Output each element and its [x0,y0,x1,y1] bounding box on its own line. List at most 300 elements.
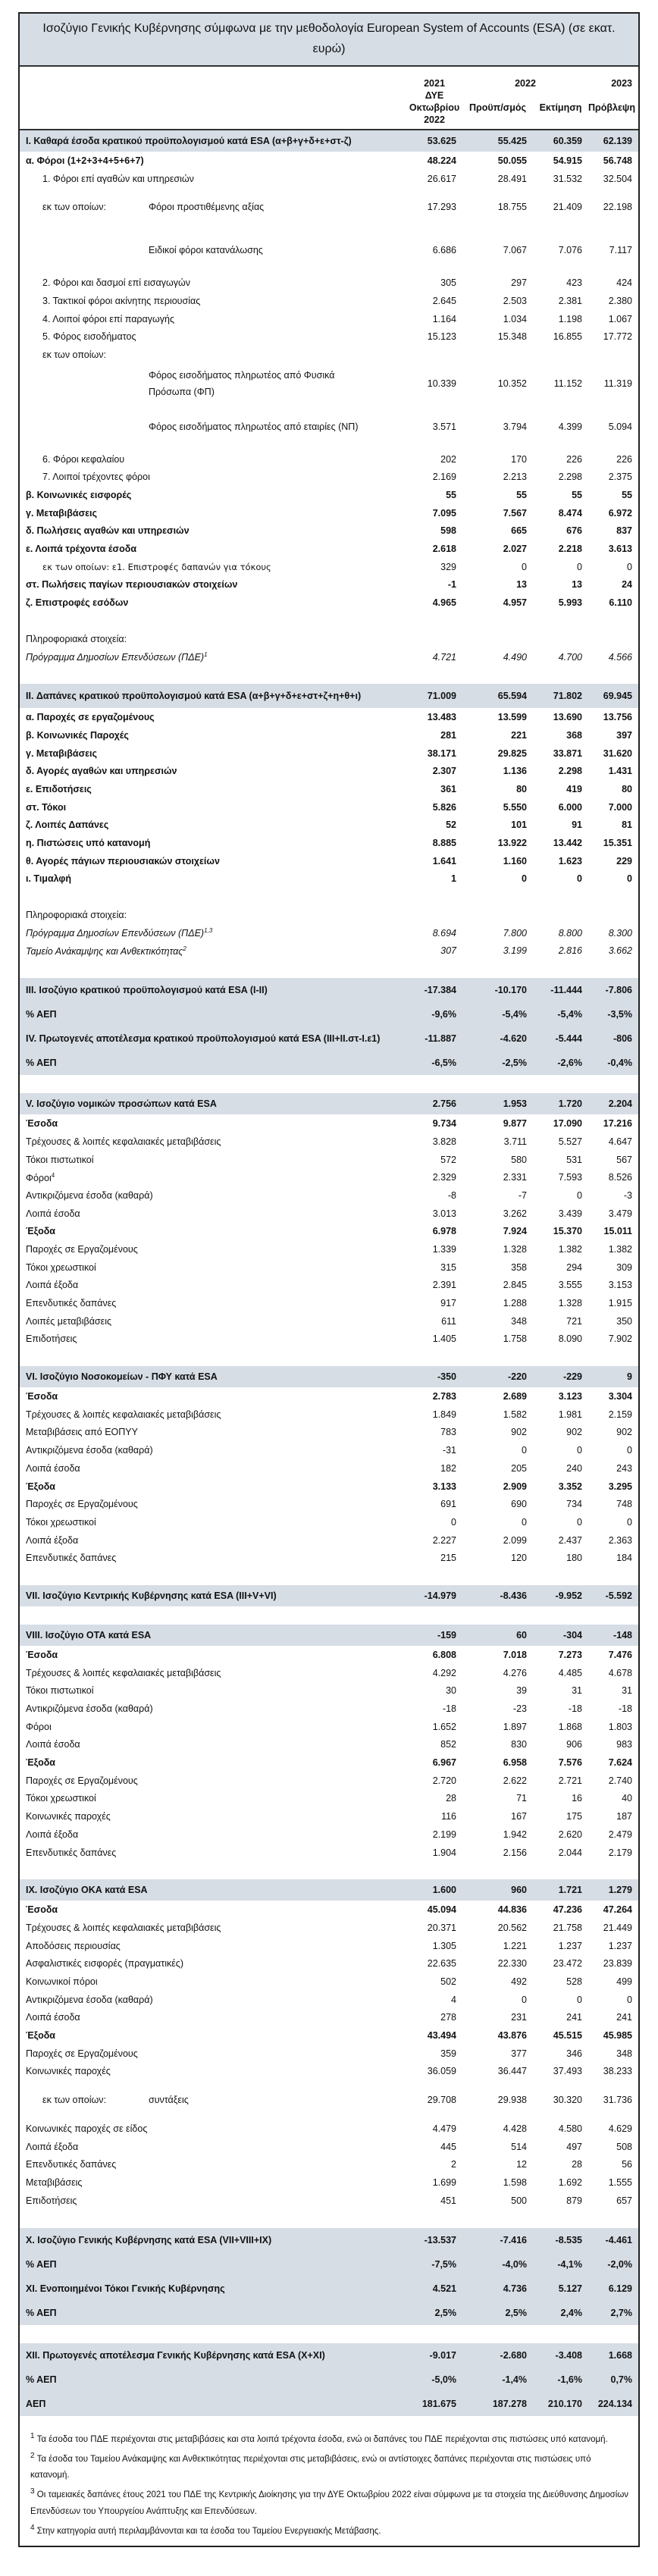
value-2021-dye: 181.675 [406,2392,462,2416]
row-label-text: Αντικριζόμενα έσοδα (καθαρά) [26,1703,153,1715]
value-2023-forecast: 350 [616,1315,632,1327]
value-2022-estimate: 423 [566,277,582,289]
row-label-text: Λοιπά έσοδα [26,2012,80,2023]
value-2021-dye: 182 [440,1462,456,1474]
table-row [20,1772,638,1790]
row-label-text: Λοιπές μεταβιβάσεις [26,1315,112,1327]
value-2022-estimate: 240 [566,1462,582,1474]
value-2022-budget: 665 [511,525,527,537]
row-label [20,2120,406,2138]
value-2022-estimate: 17.090 [553,1118,582,1130]
row-label [20,2026,406,2045]
value-2022-budget: 960 [462,1879,533,1901]
header-2022-year: 2022 [406,114,462,130]
row-label [20,1026,406,1051]
table-row [20,1330,638,1349]
value-2023-forecast: 983 [616,1739,632,1750]
value-2023-forecast: 31.620 [603,747,632,759]
row-label [20,1954,406,1973]
table-row [20,1114,638,1133]
value-2021-dye: 1.652 [432,1721,456,1732]
row-label-text: VII. Ισοζύγιο Κεντρικής Κυβέρνησης κατά ESA (III+V+VI) [26,1590,277,1602]
value-2022-estimate: 13.690 [553,712,582,723]
row-label-text: Πρόγραμμα Δημοσίων Επενδύσεων (ΠΔΕ) [26,652,205,663]
row-label [20,1718,406,1736]
table-row [20,816,638,835]
value-2022-budget: 36.447 [497,2066,527,2077]
row-label-text: VIII. Ισοζύγιο ΟΤΑ κατά ESA [26,1630,152,1641]
spacer-row [20,1861,638,1879]
row-label [20,1919,406,1937]
value-2022-estimate: 721 [566,1315,582,1327]
value-2023-forecast: 3.304 [608,1391,632,1402]
footnote-text: Οι ταμειακές δαπάνες έτους 2021 του ΠΔΕ της Κεντρικής Διοίκησης για την ΔΥΕ Οκτωβρίου 2022 είναι σύμφωνα με τα στοιχεία της Διεύθυνσης Δημοσίων Επενδύσεων του Υπουργείου Ανάπτυξης και Επενδύσεων. [30,2490,629,2517]
value-2023-forecast: 23.839 [603,1958,632,1970]
value-2022-budget: 580 [511,1154,527,1165]
header-october: Οκτωβρίου [409,102,460,113]
value-2021-dye: 48.224 [427,155,456,166]
row-label-text: Έσοδα [26,1649,58,1660]
value-2021-dye: 1.849 [432,1409,456,1420]
table-row [20,1700,638,1718]
value-2022-budget: 348 [511,1315,527,1327]
row-label [20,2080,406,2120]
row-label-text: Παροχές σε Εργαζομένους [26,1243,138,1255]
value-2022-estimate: 5.527 [558,1136,582,1147]
value-2021-dye: 3.828 [432,1136,456,1147]
footnote [30,2428,629,2448]
row-label-text: Τρέχουσες & λοιπές κεφαλαιακές μεταβιβάσεις [26,1136,221,1147]
table-row [20,540,638,558]
table-row [20,1205,638,1223]
row-label-text: ι. Τιμαλφή [26,873,72,885]
value-2022-budget: 7.018 [503,1649,527,1660]
value-2021-dye: 8.694 [432,927,456,939]
value-2022-budget: 29.825 [497,747,527,759]
table-title: Ισοζύγιο Γενικής Κυβέρνησης σύμφωνα με την μεθοδολογία European System of Accounts (ESA) (σε εκατ. ευρώ) [20,14,638,67]
value-2023-forecast: 3.153 [608,1280,632,1291]
row-label [20,834,406,852]
table-row [20,2228,638,2252]
value-2022-budget: 902 [511,1427,527,1438]
row-label [20,1222,406,1240]
value-2021-dye: 4.479 [432,2123,456,2135]
spacer-row [20,666,638,684]
row-label [20,648,406,666]
value-2023-forecast: 2,7% [588,2301,638,2325]
table-row [20,762,638,780]
value-2022-budget: 4.736 [462,2277,533,2301]
value-2023-forecast: 22.198 [603,202,632,213]
table-row [20,1682,638,1700]
value-2023-forecast: 15.351 [603,838,632,849]
table-row [20,942,638,961]
row-label [20,1753,406,1772]
spacer-row [20,2210,638,2228]
value-2022-budget: 7.924 [503,1226,527,1237]
value-2021-dye: 1 [451,873,456,885]
value-2022-estimate: -11.444 [533,978,588,1002]
row-label-text: Λοιπά έσοδα [26,1208,80,1219]
row-label-text: ε. Λοιπά τρέχοντα έσοδα [26,544,137,555]
table-row [20,170,638,188]
esa-balance-table-frame [18,12,640,2547]
row-label-text: β. Κοινωνικές Παροχές [26,729,129,741]
value-2023-forecast: -7.806 [588,978,638,1002]
row-label-text: Μεταβιβάσεις [26,2177,83,2189]
table-row [20,798,638,816]
value-2023-forecast: -3,5% [588,1002,638,1026]
value-2023-forecast: 0,7% [588,2368,638,2392]
value-2022-budget: 9.877 [503,1118,527,1130]
row-label [20,924,406,942]
value-2022-estimate: 4.485 [558,1667,582,1678]
value-2021-dye: 307 [440,945,456,957]
row-label [20,906,406,924]
value-2023-forecast: 902 [616,1427,632,1438]
row-label-text: α. Παροχές σε εργαζομένους [26,712,155,723]
value-2022-budget: 1.221 [503,1940,527,1951]
row-label [20,2045,406,2063]
value-2023-forecast: 0 [627,1994,632,2005]
value-2022-estimate: -5.444 [533,1026,588,1051]
row-label [20,1205,406,1223]
value-2023-forecast: 6.972 [608,507,632,519]
row-label [20,327,406,346]
value-2022-estimate: 28 [572,2159,582,2170]
value-2022-estimate: 1.692 [558,2177,582,2189]
value-2022-estimate: 0 [577,561,582,572]
value-2022-estimate: 902 [566,1427,582,1438]
table-row [20,1585,638,1606]
value-2021-dye: 1.699 [432,2177,456,2189]
value-2023-forecast: 1.668 [588,2343,638,2368]
header-forecast: Πρόβλεψη [588,102,635,113]
row-label-text: 6. Φόροι κεφαλαίου [42,453,125,465]
header-dye: ΔΥΕ [425,90,444,101]
row-label [20,2192,406,2210]
row-label [20,403,406,450]
value-2023-forecast: 3.613 [608,544,632,555]
row-label [20,2156,406,2174]
value-2022-estimate: 13 [572,579,582,591]
value-2023-forecast: 24 [622,579,632,591]
value-2021-dye: 215 [440,1553,456,1564]
value-2022-budget: 205 [511,1462,527,1474]
footnote-text: Τα έσοδα του Ταμείου Ανάκαμψης και Ανθεκτικότητας περιέχονται στις μεταβιβάσεις, ενώ οι αντίστοιχες δαπάνες περιέχονται στις πιστώσεις υπό κατανομή. [30,2454,591,2480]
value-2021-dye: 4 [451,1994,456,2005]
table-row [20,1718,638,1736]
table-row [20,1133,638,1151]
table-row [20,2009,638,2027]
value-2022-budget: 101 [511,819,527,831]
row-label-text: Έξοδα [26,2030,55,2042]
spacer-row [20,1567,638,1585]
row-label-text: IX. Ισοζύγιο ΟΚΑ κατά ESA [26,1885,148,1896]
value-2022-budget: 3.794 [503,421,527,432]
value-2021-dye: 329 [440,561,456,572]
table-row [20,2138,638,2156]
value-2022-budget: 1.328 [503,1243,527,1255]
row-label [20,364,406,403]
value-2022-estimate: 6.000 [558,801,582,813]
value-2022-estimate: 497 [566,2141,582,2152]
spacer-row [20,612,638,630]
row-label-text: Έξοδα [26,1481,55,1492]
row-label-text: I. Καθαρά έσοδα κρατικού προϋπολογισμού κατά ESA (α+β+γ+δ+ε+στ-ζ) [26,136,352,146]
row-label [20,1424,406,1442]
value-2021-dye: 13.483 [427,712,456,723]
value-2022-budget: 3.711 [503,1136,527,1147]
row-label-text: δ. Αγορές αγαθών και υπηρεσιών [26,766,177,777]
table-row [20,558,638,576]
value-2022-estimate [533,346,588,364]
value-2023-forecast: 55 [622,490,632,501]
row-label-text: Αντικριζόμενα έσοδα (καθαρά) [26,1189,153,1201]
row-label-text: ΑΕΠ [26,2398,46,2409]
value-2022-estimate: -9.952 [533,1585,588,1606]
table-row [20,1879,638,1901]
value-2022-budget: 13 [516,579,527,591]
table-row [20,1973,638,1991]
value-2022-budget [462,346,533,364]
value-2021-dye: 1.339 [432,1243,456,1255]
value-2022-budget: 187.278 [462,2392,533,2416]
value-2022-estimate: 2.298 [558,766,582,777]
row-label [20,2252,406,2277]
value-2022-budget: 5.550 [503,801,527,813]
footnote-number: 2 [30,2451,35,2460]
table-row [20,1531,638,1550]
value-2022-estimate: 16.855 [553,331,582,343]
value-2022-estimate [533,630,588,648]
value-2021-dye: 10.339 [427,378,456,389]
row-label-text: Ειδικοί φόροι κατανάλωσης [149,245,263,256]
table-row [20,1478,638,1496]
row-label-text: ζ. Επιστροφές εσόδων [26,597,129,609]
row-label [20,1294,406,1312]
row-label-text: Τρέχουσες & λοιπές κεφαλαιακές μεταβιβάσεις [26,1667,221,1678]
value-2021-dye: 1.164 [432,313,456,324]
row-label [20,1186,406,1205]
row-label [20,2138,406,2156]
table-row [20,486,638,504]
value-2022-budget: 71 [516,1793,527,1804]
header-2023: 2023 [611,78,632,89]
row-label [20,630,406,648]
table-row [20,744,638,763]
table-row [20,346,638,364]
table-row [20,327,638,346]
value-2022-estimate: 5.127 [533,2277,588,2301]
value-2022-budget: 0 [522,873,527,885]
row-label-text: Φόρος εισοδήματος πληρωτέος από εταιρίες (ΝΠ) [149,421,359,432]
row-label-text: α. Φόροι (1+2+3+4+5+6+7) [26,155,144,166]
value-2023-forecast: 499 [616,1976,632,1987]
value-2023-forecast: 4.678 [608,1667,632,1678]
row-label-text: % ΑΕΠ [26,1009,57,1020]
value-2023-forecast: 2.740 [608,1775,632,1786]
value-2021-dye: 53.625 [406,130,462,152]
table-row [20,1441,638,1459]
row-label-text: ε. Επιδοτήσεις [26,783,92,794]
table-row [20,2252,638,2277]
value-2021-dye: 8.885 [432,838,456,849]
value-2022-budget: 15.348 [497,331,527,343]
header-estimate: Εκτίμηση [539,102,582,113]
value-2021-dye: 783 [440,1427,456,1438]
row-label-text: Παροχές σε Εργαζομένους [26,1499,138,1510]
value-2023-forecast: -18 [618,1703,632,1715]
value-2021-dye: -13.537 [406,2228,462,2252]
value-2023-forecast: 348 [616,2048,632,2059]
value-2021-dye: -5,0% [406,2368,462,2392]
spacer-row [20,960,638,978]
value-2022-budget: -7.416 [462,2228,533,2252]
table-row [20,1026,638,1051]
value-2022-estimate: 8.090 [558,1333,582,1345]
row-label-text: 1. Φόροι επί αγαθών και υπηρεσιών [42,173,194,184]
value-2021-dye: -9,6% [406,1002,462,1026]
value-2022-estimate: -304 [533,1625,588,1646]
value-2022-estimate: -4,1% [533,2252,588,2277]
row-label [20,450,406,469]
value-2021-dye: 361 [440,783,456,794]
value-2022-budget: 65.594 [462,684,533,708]
value-2021-dye: 28 [446,1793,456,1804]
value-2022-estimate: 55 [572,490,582,501]
footnote-ref: 1 [204,650,208,658]
of-which-prefix: εκ των οποίων: [42,2095,106,2106]
value-2023-forecast: 229 [616,855,632,867]
table-row [20,1294,638,1312]
row-label [20,130,406,152]
value-2023-forecast: 8.300 [608,927,632,939]
value-2021-dye: 20.371 [427,1922,456,1933]
value-2022-estimate: 2.816 [558,945,582,957]
table-row [20,2156,638,2174]
row-label-text: Έξοδα [26,1226,55,1237]
row-label-text: Τρέχουσες & λοιπές κεφαλαιακές μεταβιβάσεις [26,1922,221,1933]
value-2023-forecast: -0,4% [588,1051,638,1075]
value-2021-dye: 36.059 [427,2066,456,2077]
value-2022-estimate: 346 [566,2048,582,2059]
value-2022-budget: -220 [462,1366,533,1387]
value-2022-estimate: 734 [566,1499,582,1510]
value-2022-estimate: 1.720 [533,1093,588,1114]
table-row [20,522,638,541]
value-2023-forecast: 508 [616,2141,632,2152]
table-row [20,1424,638,1442]
row-label-text: Αποδόσεις περιουσίας [26,1940,121,1951]
table-row [20,2192,638,2210]
value-2022-budget: 120 [511,1553,527,1564]
row-label-text: Παροχές σε Εργαζομένους [26,1775,138,1786]
value-2022-budget: 22.330 [497,1958,527,1970]
value-2021-dye: -9.017 [406,2343,462,2368]
esa-balance-table [20,67,638,2416]
value-2021-dye [406,346,462,364]
table-row [20,1277,638,1295]
row-label [20,1646,406,1664]
value-2022-estimate: 175 [566,1811,582,1822]
table-row [20,648,638,666]
value-2023-forecast [588,346,638,364]
value-2022-estimate: 4.700 [558,651,582,663]
row-label-text: β. Κοινωνικές εισφορές [26,490,132,501]
table-row [20,906,638,924]
value-2022-estimate: 1.198 [558,313,582,324]
value-2022-budget: 170 [511,453,527,465]
row-label [20,1093,406,1114]
value-2022-estimate: 294 [566,1261,582,1273]
row-label-text: Επενδυτικές δαπάνες [26,2159,117,2170]
value-2022-budget: -10.170 [462,978,533,1002]
value-2022-estimate: 0 [577,1189,582,1201]
value-2021-dye: -31 [442,1445,456,1456]
value-2022-estimate: 2.620 [558,1829,582,1840]
spacer-row [20,888,638,906]
row-label-text: Λοιπά έξοδα [26,1829,79,1840]
row-label-text: Έσοδα [26,1391,58,1402]
value-2022-estimate: 0 [577,873,582,885]
spacer-row [20,1075,638,1093]
table-row [20,2045,638,2063]
value-2022-budget: 0 [522,1994,527,2005]
row-label [20,2277,406,2301]
value-2022-budget: 7.567 [503,507,527,519]
value-2023-forecast: 837 [616,525,632,537]
row-label [20,2063,406,2081]
row-label-text: γ. Μεταβιβάσεις [26,747,98,759]
value-2023-forecast: 80 [622,783,632,794]
value-2021-dye: 445 [440,2141,456,2152]
value-2022-estimate: 30.320 [553,2095,582,2106]
value-2021-dye: 2.391 [432,1280,456,1291]
value-2022-budget: 1.136 [503,766,527,777]
value-2022-estimate: 3.123 [558,1391,582,1402]
row-label-text: Τόκοι πιστωτικοί [26,1685,94,1697]
value-2022-estimate: 0 [577,1994,582,2005]
row-label [20,726,406,744]
table-row [20,504,638,522]
footnote-ref: 4 [51,1171,55,1179]
row-label [20,486,406,504]
row-label-text: 2. Φόροι και δασμοί επί εισαγωγών [42,277,191,289]
value-2021-dye: -159 [406,1625,462,1646]
row-label [20,1772,406,1790]
value-2021-dye: -6,5% [406,1051,462,1075]
value-2023-forecast: -806 [588,1026,638,1051]
row-label-text: η. Πιστώσεις υπό κατανομή [26,838,151,849]
value-2023-forecast: 81 [622,819,632,831]
value-2023-forecast [588,630,638,648]
value-2022-estimate: 1.382 [558,1243,582,1255]
value-2022-budget: 2.027 [503,544,527,555]
row-label-text: % ΑΕΠ [26,1058,57,1069]
value-2022-estimate: 8.474 [558,507,582,519]
value-2023-forecast: 3.479 [608,1208,632,1219]
value-2022-estimate: 2.437 [558,1534,582,1546]
table-row [20,630,638,648]
row-label-text: Έσοδα [26,1904,58,1916]
row-label [20,1736,406,1754]
table-row [20,576,638,594]
value-2021-dye: 43.494 [427,2030,456,2042]
value-2022-budget: 514 [511,2141,527,2152]
value-2021-dye: 3.571 [432,421,456,432]
value-2023-forecast: 62.139 [588,130,638,152]
